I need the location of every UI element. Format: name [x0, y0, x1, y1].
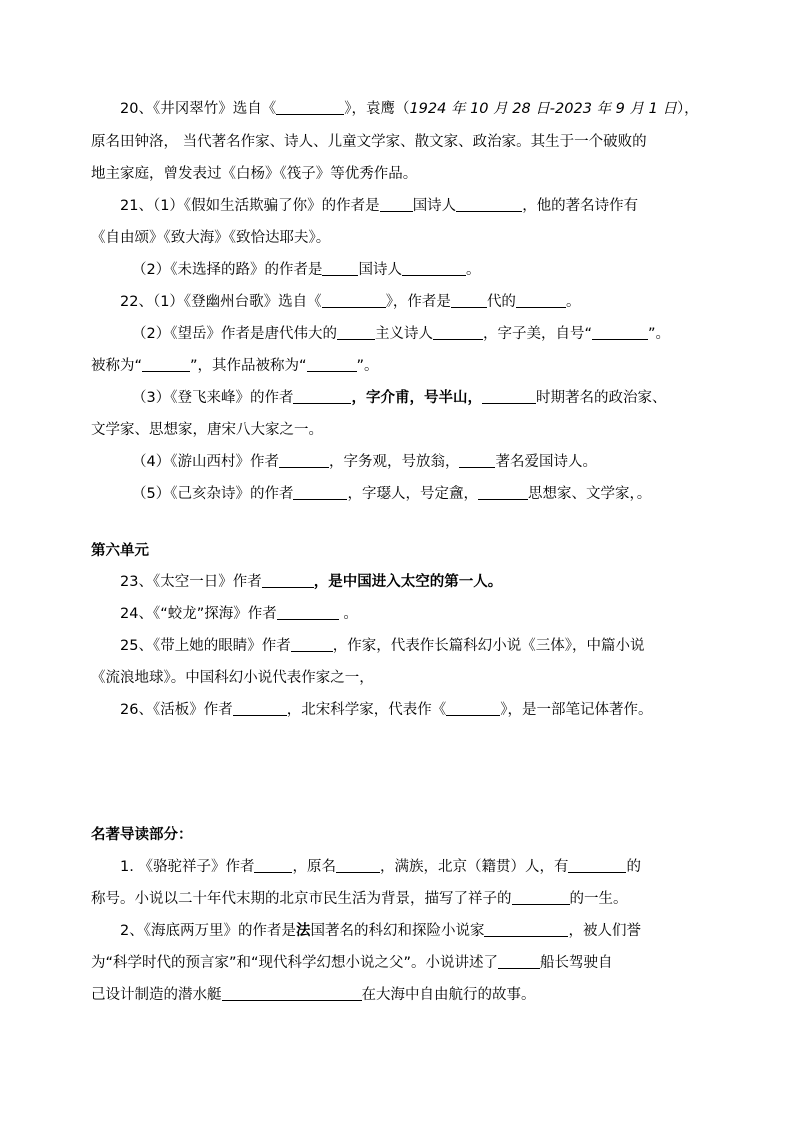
answer-blank[interactable]	[233, 700, 287, 716]
answer-blank[interactable]	[277, 604, 339, 620]
answer-blank[interactable]	[222, 985, 362, 1001]
text: 代的	[486, 294, 516, 310]
answer-blank[interactable]	[516, 292, 566, 308]
text: 的一生。	[569, 891, 628, 907]
answer-blank[interactable]	[380, 196, 413, 212]
text: 著名爱国诗人。	[495, 454, 597, 470]
text: 的	[626, 859, 641, 875]
answer-blank[interactable]	[322, 292, 386, 308]
answer-blank[interactable]	[498, 953, 540, 969]
text: 。	[338, 606, 358, 622]
q25-line-2: 《流浪地球》。中国科幻小说代表作家之一，	[91, 670, 374, 686]
text: ”。	[356, 358, 379, 374]
section-heading-classics: 名著导读部分：	[91, 827, 193, 843]
text: 25、《带上她的眼睛》作者	[120, 638, 291, 654]
text: （2）《望岳》作者是唐代伟大的	[132, 326, 337, 342]
text: ），	[676, 101, 699, 117]
q24-line	[120, 604, 794, 624]
answer-blank[interactable]	[451, 292, 487, 308]
q25-line-1	[120, 636, 794, 656]
text: 被称为“	[91, 358, 143, 374]
q23-line	[120, 572, 794, 592]
answer-blank[interactable]	[262, 572, 314, 588]
answer-blank[interactable]	[279, 452, 329, 468]
text: 思想家、文学家，。	[527, 486, 652, 502]
text: 国诗人	[412, 198, 457, 214]
q22-line-3	[91, 356, 794, 376]
text: ，原名	[292, 859, 336, 875]
text: ，字子美，自号“	[482, 326, 592, 342]
answer-blank[interactable]	[484, 921, 568, 937]
text: 为“科学时代的预言家”和“现代科学幻想小说之父”。小说讲述了	[91, 955, 499, 971]
text: 时期著名的政治家、	[535, 390, 667, 406]
text: （3）《登飞来峰》的作者	[132, 390, 294, 406]
text: 21、（1）《假如生活欺骗了你》的作者是	[120, 198, 380, 214]
answer-blank[interactable]	[402, 260, 466, 276]
answer-blank[interactable]	[456, 196, 522, 212]
text: ，被人们誉	[568, 923, 641, 939]
text: 22、（1）《登幽州台歌》选自《	[120, 294, 322, 310]
text: ，作家，代表作长篇科幻小说《三体》，中篇小说	[332, 638, 645, 654]
q21-line-3	[132, 260, 794, 280]
text: 24、《“蛟龙”探海》作者	[120, 606, 277, 622]
answer-blank[interactable]	[568, 857, 626, 873]
classics-1-line-2	[91, 889, 794, 909]
text: 1. 《骆驼祥子》作者	[120, 859, 255, 875]
text: ，他的著名诗作有	[522, 198, 639, 214]
text: 主义诗人	[374, 326, 433, 342]
text: ，字璱人，号定盦，	[347, 486, 478, 502]
text: 。	[565, 294, 581, 310]
text: （5）《己亥杂诗》的作者	[132, 486, 294, 502]
classics-2-line-3	[91, 985, 794, 1005]
q22-line-6	[132, 452, 794, 472]
text: ，满族，北京（籍贯）人，有	[379, 859, 569, 875]
text: （4）《游山西村》作者	[132, 454, 279, 470]
text: 》，是一部笔记体著作。	[500, 702, 653, 718]
answer-blank[interactable]	[291, 636, 333, 652]
text: （2）《未选择的路》的作者是	[132, 262, 323, 278]
answer-blank[interactable]	[459, 452, 495, 468]
text: 23、《太空一日》作者	[120, 574, 262, 590]
text: 在大海中自由航行的故事。	[361, 987, 536, 1003]
q22-line-1	[120, 292, 794, 312]
answer-blank[interactable]	[336, 857, 380, 873]
answer-blank[interactable]	[478, 484, 528, 500]
answer-blank[interactable]	[293, 484, 347, 500]
q22-line-2	[132, 324, 794, 344]
text: 》，作者是	[385, 294, 451, 310]
dates: 1924 年 10 月 28 日-2023 年 9 月 1 日	[409, 101, 677, 117]
text: 己设计制造的潜水艇	[91, 987, 222, 1003]
text: 。	[465, 262, 481, 278]
text: ，是中国进入太空的第一人。	[313, 574, 503, 590]
q20-line-2: 原名田钟洛， 当代著名作家、诗人、儿童文学家、散文家、政治家。其生于一个破败的	[91, 134, 647, 150]
text: 2、《海底两万里》的作者是	[120, 923, 296, 939]
text: ，字介甫，号半山，	[351, 390, 482, 406]
q21-line-2: 《自由颂》《致大海》《致恰达耶夫》。	[91, 230, 331, 246]
text: 国著名的科幻和探险小说家	[310, 923, 485, 939]
text: 国诗人	[358, 262, 402, 278]
answer-blank[interactable]	[142, 356, 190, 372]
q20-line-1	[120, 99, 794, 119]
answer-blank[interactable]	[512, 889, 570, 905]
text: ”。	[648, 326, 671, 342]
answer-blank[interactable]	[482, 388, 536, 404]
text: ”，其作品被称为“	[190, 358, 307, 374]
text: ，字务观，号放翁，	[328, 454, 460, 470]
text: 船长驾驶自	[540, 955, 613, 971]
answer-blank[interactable]	[433, 324, 483, 340]
text: 26、《活板》作者	[120, 702, 233, 718]
text: 20、《井冈翠竹》选自《	[120, 101, 277, 117]
classics-1-line-1	[120, 857, 794, 877]
q22-line-4	[132, 388, 794, 408]
q22-line-5: 文学家、思想家，唐宋八大家之一。	[91, 422, 323, 438]
q21-line-1	[120, 196, 794, 216]
answer-blank[interactable]	[322, 260, 358, 276]
q22-line-7	[132, 484, 794, 504]
answer-blank[interactable]	[592, 324, 648, 340]
answer-blank[interactable]	[337, 324, 375, 340]
section-heading-unit-6: 第六单元	[91, 543, 149, 559]
answer-blank[interactable]	[293, 388, 351, 404]
q20-line-3: 地主家庭，曾发表过《白杨》《筏子》等优秀作品。	[91, 166, 418, 182]
answer-blank[interactable]	[307, 356, 357, 372]
text: ，北宋科学家，代表作《	[286, 702, 447, 718]
text: 》，袁鹰（	[344, 101, 410, 117]
text: 称号。小说以二十年代末期的北京市民生活为背景，描写了祥子的	[91, 891, 512, 907]
classics-2-line-2	[91, 953, 794, 973]
answer-blank[interactable]	[446, 700, 500, 716]
classics-2-line-1	[120, 921, 794, 941]
answer-blank[interactable]	[254, 857, 292, 873]
text: 法	[295, 923, 311, 939]
q26-line	[120, 700, 794, 720]
answer-blank[interactable]	[276, 99, 344, 115]
